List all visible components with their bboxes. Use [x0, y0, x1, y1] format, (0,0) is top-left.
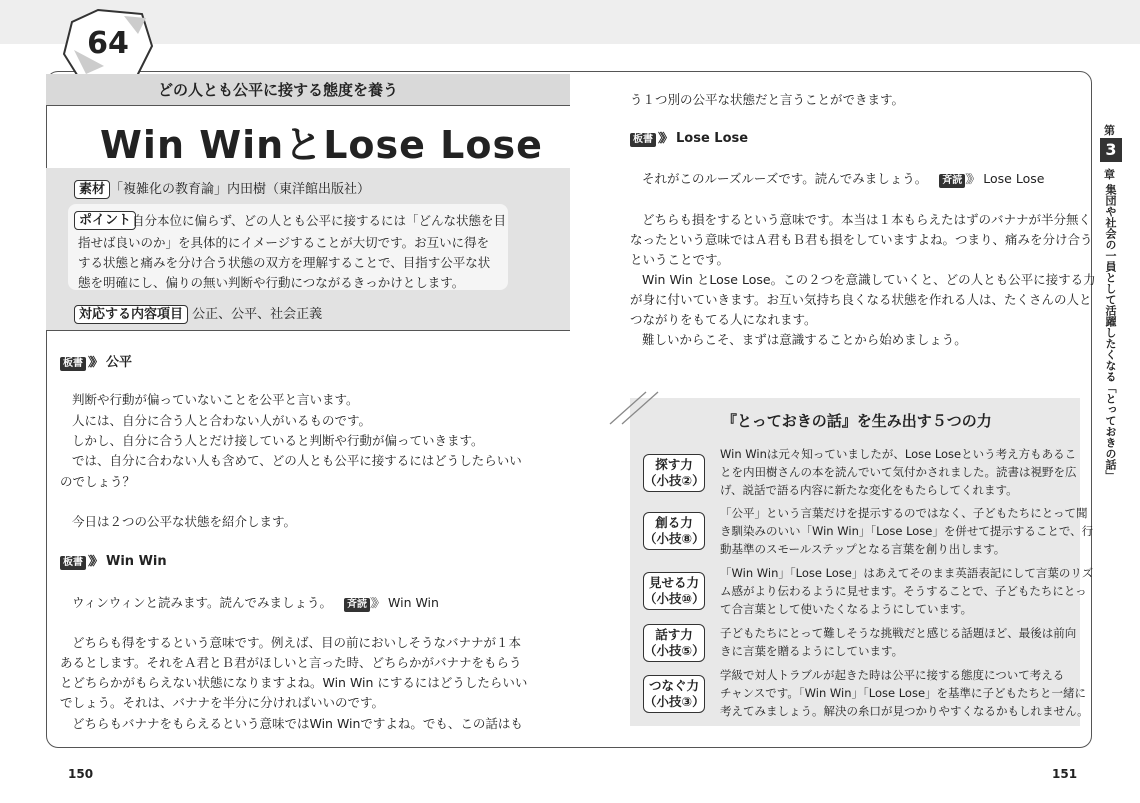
seidoku-mark: 斉読	[344, 598, 370, 612]
chevron-icon: 》》	[965, 172, 978, 186]
skill-tag-sub: （小技⑤）	[644, 643, 705, 658]
paragraph-line: どちらも損をするという意味です。本当は１本もらえたはずのバナナが半分無く	[642, 212, 1092, 227]
chapter-title-vertical: 集団や社会の一員として活躍したくなる「とっておきの話」	[1104, 184, 1117, 481]
heading-fair	[60, 351, 132, 371]
skill-text-line: 学級で対人トラブルが起きた時は公平に接する態度について考える	[720, 668, 1065, 682]
skill-text-line: とを内田樹さんの本を読んでいて気付かされました。読書は視野を広	[720, 465, 1077, 479]
skill-tag-sub: （小技③）	[644, 694, 705, 709]
paragraph-line: のでしょう？	[60, 474, 136, 489]
skill-text-line: て合言葉として使いたくなるようにしています。	[720, 602, 973, 616]
skill-text-line: げ、説話で語る内容に新たな変化をもたらしてくれます。	[720, 483, 1018, 497]
heading-winwin	[60, 552, 167, 570]
skill-text-line: き馴染みのいい「Win Win」「Lose Lose」を併せて提示することで、行	[720, 524, 1094, 538]
lesson-number: 64	[87, 26, 129, 61]
skill-text-line: 動基準のスモールステップとなる言葉を創り出します。	[720, 542, 1006, 556]
content-tag: 対応する内容項目	[74, 305, 188, 324]
skill-text-line: きに言葉を贈るようにしています。	[720, 644, 904, 658]
paragraph-line: つながりをもてる人になれます。	[630, 312, 817, 327]
paragraph-line: どちらも得をするという意味です。例えば、目の前においしそうなバナナが１本	[72, 635, 522, 650]
content-text: 公正、公平、社会正義	[192, 307, 323, 322]
source-tag: 素材	[74, 180, 110, 199]
skill-tag-name: 探す力	[655, 457, 693, 472]
skill-tag-sub: （小技⑩）	[644, 591, 705, 606]
skill-tag-sub: （小技②）	[644, 473, 705, 488]
skill-tag-create	[643, 512, 705, 550]
heading-text: 公平	[106, 355, 133, 370]
read-text: ウィンウィンと読みます。読んでみましょう。	[72, 595, 333, 610]
chevron-icon: 》》	[88, 554, 101, 568]
point-tag: ポイント	[74, 211, 136, 230]
main-title: Win WinとLose Lose	[100, 123, 543, 167]
source-line	[74, 178, 370, 199]
paragraph-line: でしょう。それは、バナナを半分に分ければいいのです。	[60, 695, 385, 710]
skill-tag-show	[643, 572, 705, 610]
chevron-icon: 》》	[658, 131, 671, 145]
paragraph-line: Win Win とLose Lose。この２つを意識していくと、どの人とも公平に接する力	[642, 272, 1096, 287]
chevron-icon: 》》	[370, 596, 383, 610]
point-line: 態を明確にし、偏りの無い判断や行動につながるきっかけとします。	[78, 275, 465, 290]
bansho-mark: 板書	[60, 556, 86, 570]
skill-tag-name: つなぐ力	[648, 678, 699, 693]
skill-tag-speak	[643, 624, 705, 662]
read-line	[642, 169, 1044, 188]
paragraph-line: なったという意味ではＡ君もＢ君も損をしていますよね。つまり、痛みを分け合う	[630, 232, 1093, 247]
paragraph-line: 今日は２つの公平な状態を紹介します。	[72, 514, 297, 529]
chapter-number-tab: 3	[1100, 138, 1122, 162]
skill-tag-sub: （小技⑧）	[644, 531, 705, 546]
skill-text-line: Win Winは元々知っていましたが、Lose Loseという考え方もあるこ	[720, 447, 1077, 461]
skill-text-line: 子どもたちにとって難しそうな挑戦だと感じる話題ほど、最後は前向	[720, 626, 1077, 640]
paragraph-line: が身に付いていきます。お互い気持ち良くなる状態を作れる人は、たくさんの人と	[630, 292, 1092, 307]
page-number-right: 151	[1052, 767, 1078, 781]
heading-loselose	[630, 129, 748, 147]
read-text: それがこのルーズルーズです。読んでみましょう。	[642, 171, 928, 186]
point-line: 指せば良いのか」を具体的にイメージすることが大切です。お互いに得を	[78, 235, 490, 250]
point-line: 自分本位に偏らず、どの人とも公平に接するには「どんな状態を目	[132, 213, 507, 228]
point-line: する状態と痛みを分け合う状態の双方を理解することで、目指す公平な状	[78, 255, 491, 270]
skill-tag-search	[643, 454, 705, 492]
skill-text-line: ム感がより伝わるように見せます。そうすることで、子どもたちにとっ	[720, 584, 1087, 598]
paragraph-line: 人には、自分に合う人と合わない人がいるものです。	[72, 413, 372, 428]
chevron-icon: 》》	[88, 355, 101, 369]
content-items-line	[74, 303, 322, 324]
paragraph-line: では、自分に合わない人も含めて、どの人とも公平に接するにはどうしたらいい	[72, 453, 522, 468]
skill-tag-name: 話す力	[655, 627, 693, 642]
skill-tag-name: 見せる力	[648, 575, 699, 590]
read-line	[72, 593, 439, 612]
skill-tag-connect	[643, 675, 705, 713]
bansho-mark: 板書	[630, 133, 656, 147]
box-title: 『とっておきの話』を生み出す５つの力	[722, 412, 992, 430]
seidoku-mark: 斉読	[939, 174, 965, 188]
page-number-left: 150	[68, 767, 94, 781]
top-band	[0, 0, 1140, 44]
skill-text-line: 「公平」という言葉だけを提示するのではなく、子どもたちにとって聞	[720, 506, 1088, 520]
skill-text-line: チャンスです。「Win Win」「Lose Lose」を基準に子どもたちと一緒に	[720, 686, 1087, 700]
paragraph-line: どちらもバナナをもらえるという意味ではWin Winですよね。でも、この話はも	[72, 716, 523, 731]
heading-text: Lose Lose	[676, 131, 749, 146]
chapter-label-top: 第	[1104, 124, 1115, 137]
paragraph-line: ということです。	[630, 252, 730, 267]
paragraph-line: う１つ別の公平な状態だと言うことができます。	[630, 92, 905, 107]
heading-text: Win Win	[106, 554, 167, 569]
chapter-label: 章	[1104, 168, 1115, 181]
paragraph-line: 難しいからこそ、まずは意識することから始めましょう。	[642, 332, 967, 347]
paragraph-line: しかし、自分に合う人とだけ接していると判断や行動が偏っていきます。	[72, 433, 484, 448]
box-slash-decoration	[600, 388, 670, 428]
paragraph-line: とどちらかがもらえない状態になりますよね。Win Win にするにはどうしたらいい	[60, 675, 528, 690]
source-text: 「複雑化の教育論」内田樹（東洋館出版社）	[110, 182, 371, 197]
skill-tag-name: 創る力	[655, 515, 693, 530]
skill-text-line: 考えてみましょう。解決の糸口が見つかりやすくなるかもしれません。	[720, 704, 1089, 718]
read-word: Lose Lose	[983, 171, 1045, 186]
bansho-mark: 板書	[60, 357, 86, 371]
read-word: Win Win	[388, 595, 439, 610]
paragraph-line: あるとします。それをＡ君とＢ君がほしいと言った時、どちらかがバナナをもらう	[60, 655, 522, 670]
skill-text-line: 「Win Win」「Lose Lose」はあえてそのまま英語表記にして言葉のリズ	[720, 566, 1094, 580]
lesson-subtitle: どの人とも公平に接する態度を養う	[158, 81, 399, 99]
paragraph-line: 判断や行動が偏っていないことを公平と言います。	[72, 392, 359, 407]
